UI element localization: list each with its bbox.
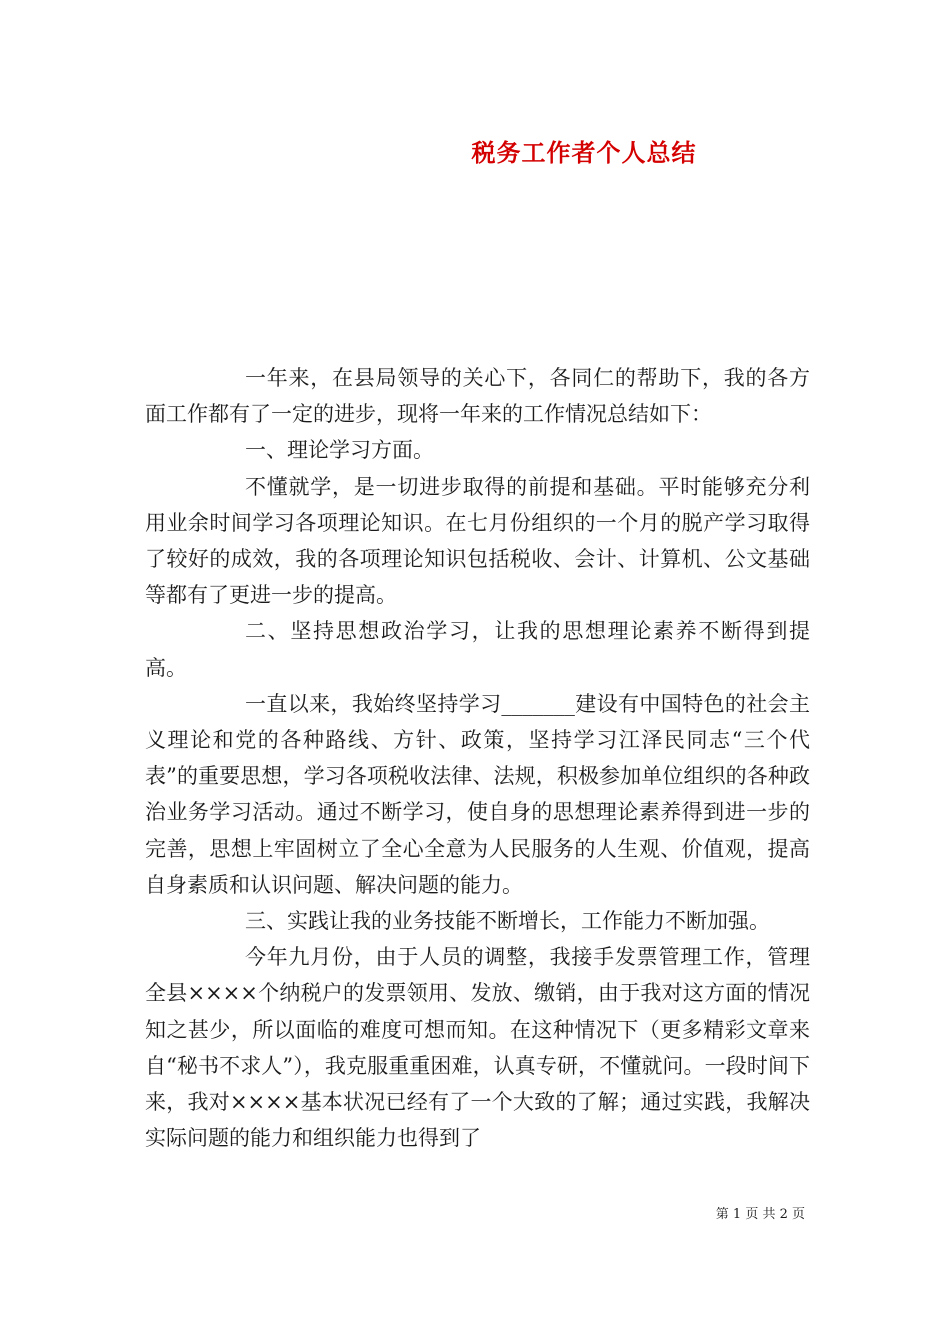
paragraph-section-3: 今年九月份，由于人员的调整，我接手发票管理工作，管理全县××××个纳税户的发票领用、发放、缴销，由于我对这方面的情况知之甚少，所以面临的难度可想而知。在这种情况下（更多精彩文章来自“秘书不求人”），我克服重重困难，认真专研，不懂就问。一段时间下来，我对××××基本状况已经有了一个大致的了解；通过实践，我解决实际问题的能力和组织能力也得到了: [145, 945, 810, 1151]
page-title: 税务工作者个人总结: [471, 138, 697, 167]
paragraph-section-1: 不懂就学，是一切进步取得的前提和基础。平时能够充分利用业余时间学习各项理论知识。在七月份组织的一个月的脱产学习取得了较好的成效，我的各项理论知识包括税收、会计、计算机、公文基础等都有了更进一步的提高。: [145, 474, 810, 608]
page-number: 第 1 页 共 2 页: [715, 1207, 805, 1222]
heading-section-1: 一、理论学习方面。: [245, 438, 434, 463]
document-body: [145, 360, 810, 1156]
heading-section-3: 三、实践让我的业务技能不断增长，工作能力不断加强。: [245, 909, 770, 934]
page-footer: [716, 1203, 805, 1222]
paragraph-intro: 一年来，在县局领导的关心下，各同仁的帮助下，我的各方面工作都有了一定的进步，现将一年来的工作情况总结如下：: [145, 366, 810, 427]
paragraph-section-2: 一直以来，我始终坚持学习_______建设有中国特色的社会主义理论和党的各种路线、方针、政策，坚持学习江泽民同志“三个代表”的重要思想，学习各项税收法律、法规，积极参加单位组织的各种政治业务学习活动。通过不断学习，使自身的思想理论素养得到进一步的完善，思想上牢固树立了全心全意为人民服务的人生观、价值观，提高自身素质和认识问题、解决问题的能力。: [145, 691, 810, 897]
heading-section-2: 二、坚持思想政治学习，让我的思想理论素养不断得到提高。: [145, 619, 810, 680]
